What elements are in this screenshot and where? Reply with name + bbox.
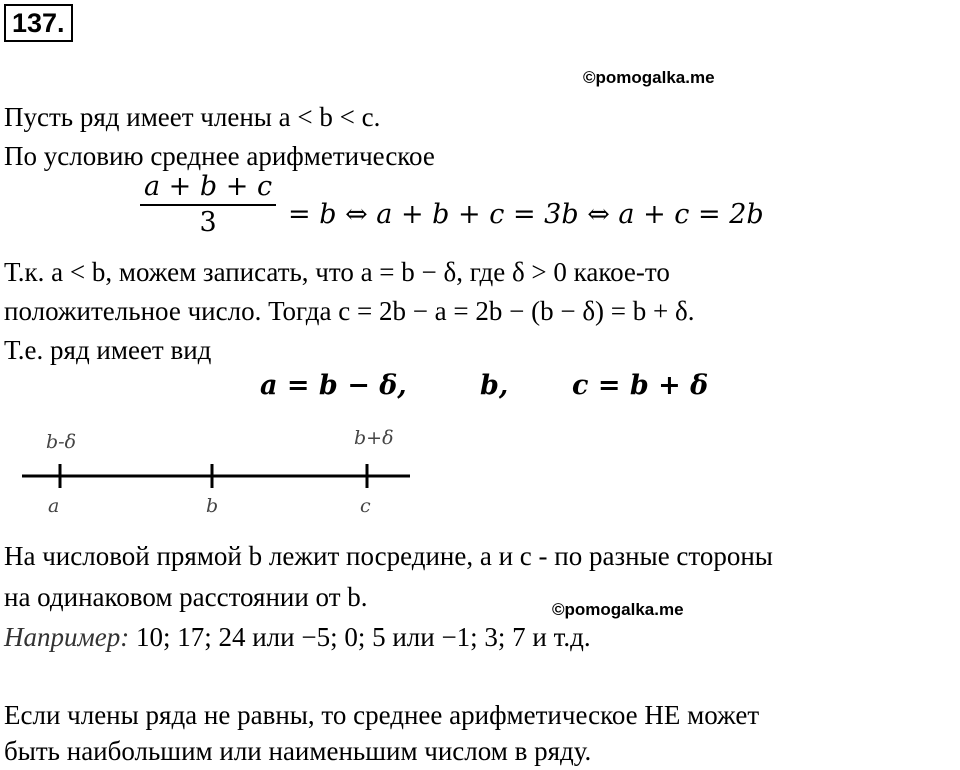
- mean-fraction: [140, 172, 276, 238]
- text-line-6: Т.е. ряд имеет вид: [4, 335, 212, 365]
- fraction-denominator: 3: [199, 207, 217, 238]
- label-a: a: [48, 495, 60, 517]
- watermark: ©pomogalka.me: [583, 68, 715, 87]
- label-c: c: [360, 495, 371, 517]
- fraction-bar: [140, 204, 276, 206]
- watermark: ©pomogalka.me: [552, 600, 684, 619]
- series-term-3: c = b + δ: [572, 370, 709, 401]
- example-line: [4, 620, 591, 654]
- series-term-2: b,: [480, 370, 509, 401]
- text-line-2: По условию среднее арифметическое: [4, 141, 435, 171]
- example-values: 10; 17; 24 или −5; 0; 5 или −1; 3; 7 и т.д.: [135, 622, 591, 652]
- problem-number: 137.: [4, 4, 73, 42]
- text-line-7: На числовой прямой b лежит посредине, a и c - по разные стороны: [4, 541, 773, 571]
- example-label: Например:: [4, 622, 130, 652]
- conclusion-line-1: Если члены ряда не равны, то среднее арифметическое НЕ может: [4, 700, 760, 730]
- text-line-5: положительное число. Тогда c = 2b − a = 2b − (b − δ) = b + δ.: [4, 296, 695, 326]
- text-line-4: Т.к. a < b, можем записать, что a = b − δ, где δ > 0 какое-то: [4, 257, 670, 287]
- label-b-plus-delta: b+δ: [354, 427, 394, 449]
- series-term-1: a = b − δ,: [260, 370, 407, 401]
- equation-rest: = b ⇔ a + b + c = 3b ⇔ a + c = 2b: [288, 199, 764, 230]
- fraction-numerator: a + b + c: [144, 171, 273, 202]
- text-line-8: на одинаковом расстоянии от b.: [4, 582, 368, 612]
- text-line-1: Пусть ряд имеет члены a < b < c.: [4, 102, 381, 132]
- conclusion-line-2: быть наибольшим или наименьшим числом в ряду.: [4, 736, 592, 766]
- number-line-diagram: [0, 418, 430, 528]
- label-b-minus-delta: b-δ: [46, 431, 77, 453]
- label-b: b: [206, 495, 219, 517]
